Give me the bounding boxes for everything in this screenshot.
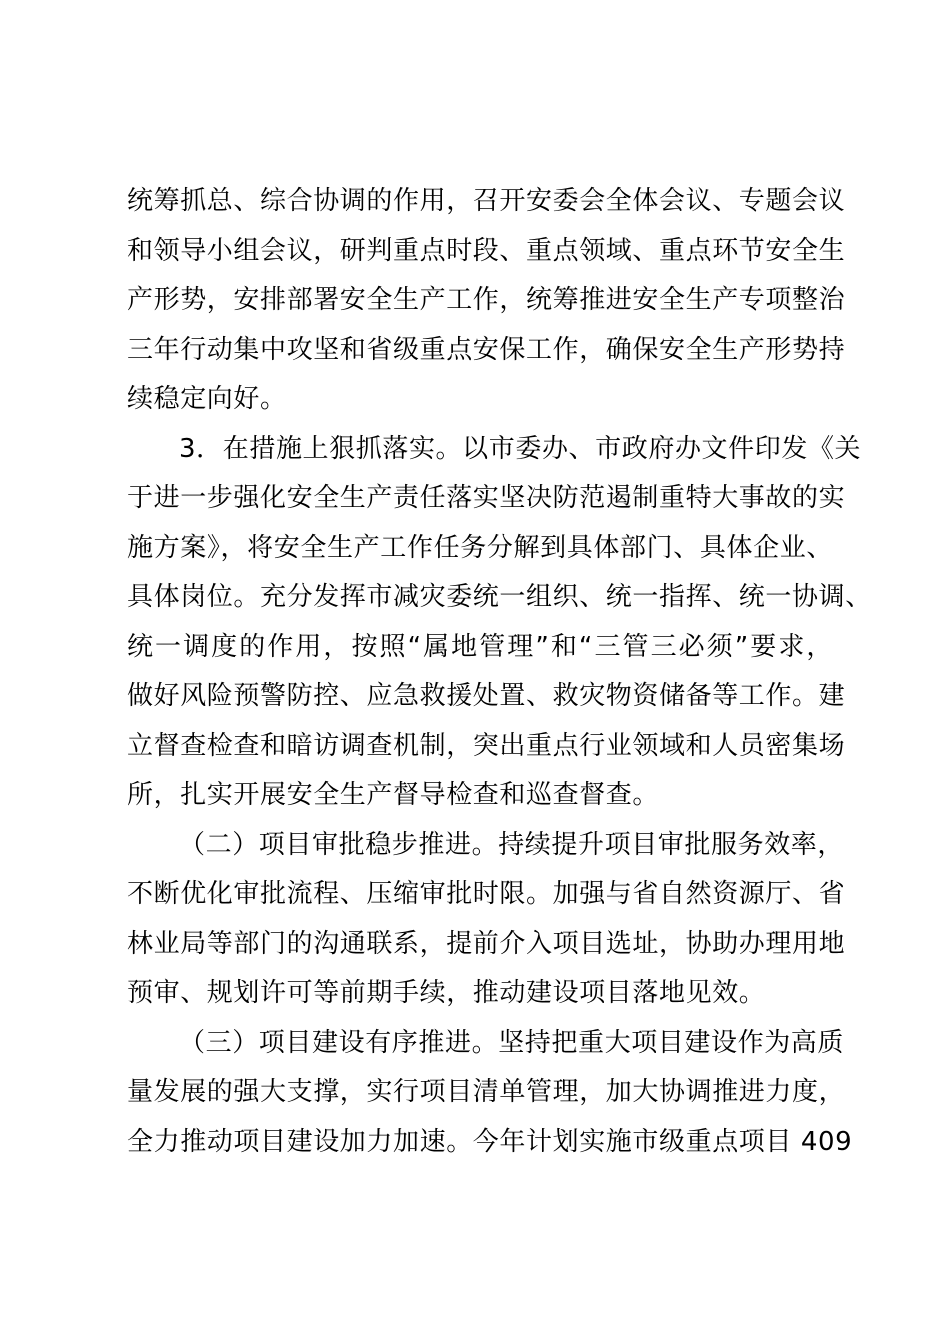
- document-body: [127, 177, 872, 1167]
- text-line: 续稳定向好。: [127, 384, 287, 414]
- text-line: 和领导小组会议，研判重点时段、重点领域、重点环节安全生: [127, 235, 846, 266]
- text-line: 全力推动项目建设加力加速。今年计划实施市级重点项目 409: [127, 1126, 853, 1157]
- text-line: 于进一步强化安全生产责任落实坚决防范遏制重特大事故的实: [127, 483, 846, 513]
- text-line: 具体岗位。充分发挥市减灾委统一组织、统一指挥、统一协调、: [127, 582, 872, 612]
- text-line: （三）项目建设有序推进。坚持把重大项目建设作为高质: [179, 1027, 845, 1058]
- text-line: 预审、规划许可等前期手续，推动建设项目落地见效。: [127, 978, 766, 1008]
- text-line: 统筹抓总、综合协调的作用，召开安委会全体会议、专题会议: [127, 186, 846, 216]
- text-line: 三年行动集中攻坚和省级重点安保工作，确保安全生产形势持: [127, 334, 846, 365]
- text-line: 3．在措施上狠抓落实。以市委办、市政府办文件印发《关: [179, 433, 862, 464]
- text-line: 不断优化审批流程、压缩审批时限。加强与省自然资源厅、省: [127, 879, 846, 909]
- text-line: 所，扎实开展安全生产督导检查和巡查督查。: [127, 780, 660, 810]
- text-line: 做好风险预警防控、应急救援处置、救灾物资储备等工作。建: [127, 681, 846, 711]
- text-line: 林业局等部门的沟通联系，提前介入项目选址，协助办理用地: [127, 928, 846, 959]
- text-line: 产形势，安排部署安全生产工作，统筹推进安全生产专项整治: [127, 285, 846, 315]
- text-line: 量发展的强大支撑，实行项目清单管理，加大协调推进力度，: [127, 1077, 846, 1107]
- text-line: 统一调度的作用，按照“属地管理”和“三管三必须”要求，: [127, 631, 833, 662]
- text-line: （二）项目审批稳步推进。持续提升项目审批服务效率，: [179, 829, 845, 860]
- text-line: 立督查检查和暗访调查机制，突出重点行业领域和人员密集场: [127, 730, 846, 761]
- text-line: 施方案》，将安全生产工作任务分解到具体部门、具体企业、: [127, 532, 833, 563]
